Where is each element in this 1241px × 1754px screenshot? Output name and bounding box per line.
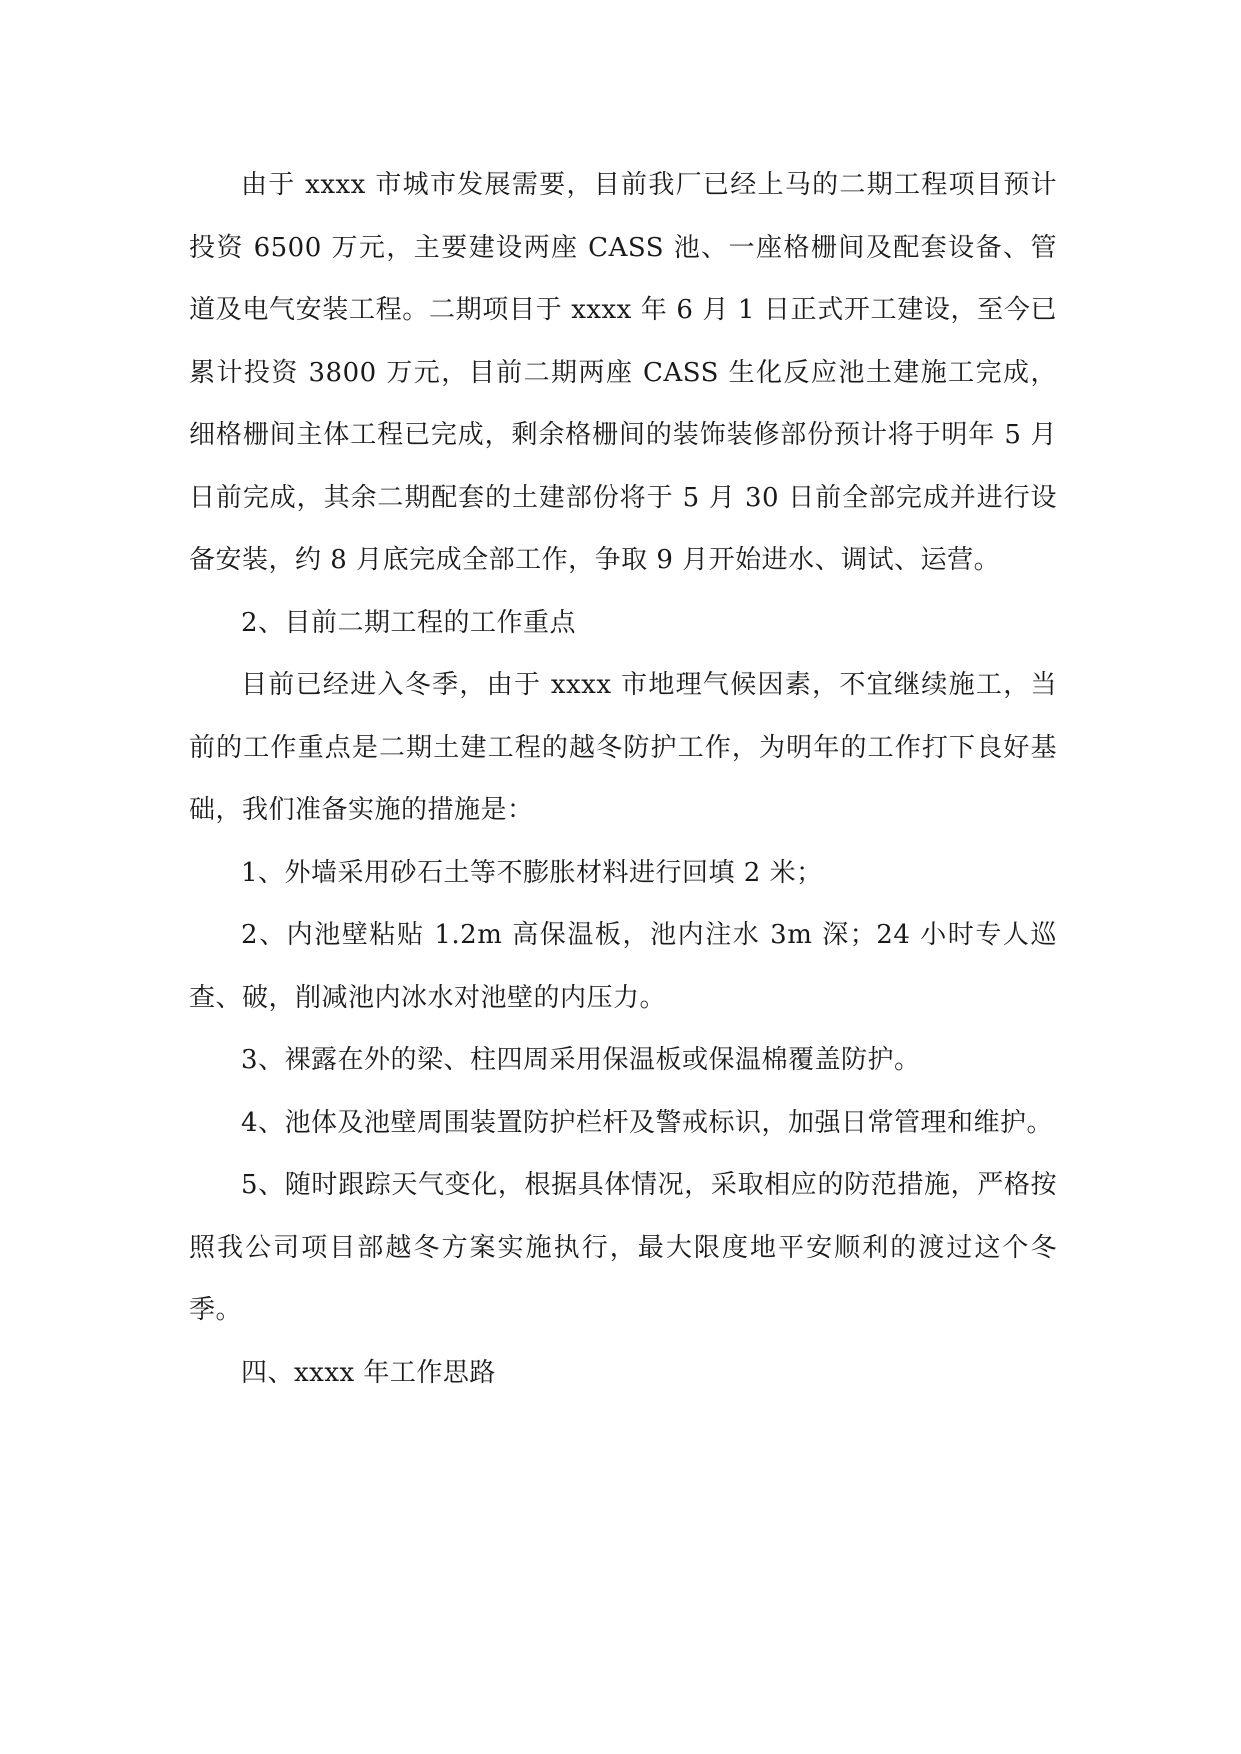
paragraph-winter-context: 目前已经进入冬季，由于 xxxx 市地理气候因素，不宜继续施工，当前的工作重点是二期土建工程的越冬防护工作，为明年的工作打下良好基础，我们准备实施的措施是： <box>189 670 1057 825</box>
measure-item-1: 1、外墙采用砂石土等不膨胀材料进行回填 2 米； <box>241 857 823 888</box>
measure-item-5: 5、随时跟踪天气变化，根据具体情况，采取相应的防范措施，严格按照我公司项目部越冬方案实施执行，最大限度地平安顺利的渡过这个冬季。 <box>189 1170 1057 1325</box>
document-body <box>189 154 1057 1404</box>
measure-item-4: 4、池体及池壁周围装置防护栏杆及警戒标识，加强日常管理和维护。 <box>241 1107 1054 1138</box>
section-heading-work-plan: 四、xxxx 年工作思路 <box>241 1357 496 1388</box>
measure-item-3: 3、裸露在外的梁、柱四周采用保温板或保温棉覆盖防护。 <box>241 1045 921 1075</box>
section-heading-work-focus: 2、目前二期工程的工作重点 <box>241 607 577 638</box>
measure-item-2: 2、内池壁粘贴 1.2m 高保温板，池内注水 3m 深；24 小时专人巡查、破，削减池内冰水对池壁的内压力。 <box>189 920 1057 1013</box>
paragraph-project-overview: 由于 xxxx 市城市发展需要，目前我厂已经上马的二期工程项目预计投资 6500 万元，主要建设两座 CASS 池、一座格栅间及配套设备、管道及电气安装工程。二期项目于 xxxx 年 6 月 1 日正式开工建设，至今已累计投资 3800 万元，目前二期两座 CASS 生化反应池土建施工完成，细格栅间主体工程已完成，剩余格栅间的装饰装修部份预计将于明年 5 月日前完成，其余二期配套的土建部份将于 5 月 30 日前全部完成并进行设备安装，约 8 月底完成全部工作，争取 9 月开始进水、调试、运营。 <box>189 170 1057 575</box>
